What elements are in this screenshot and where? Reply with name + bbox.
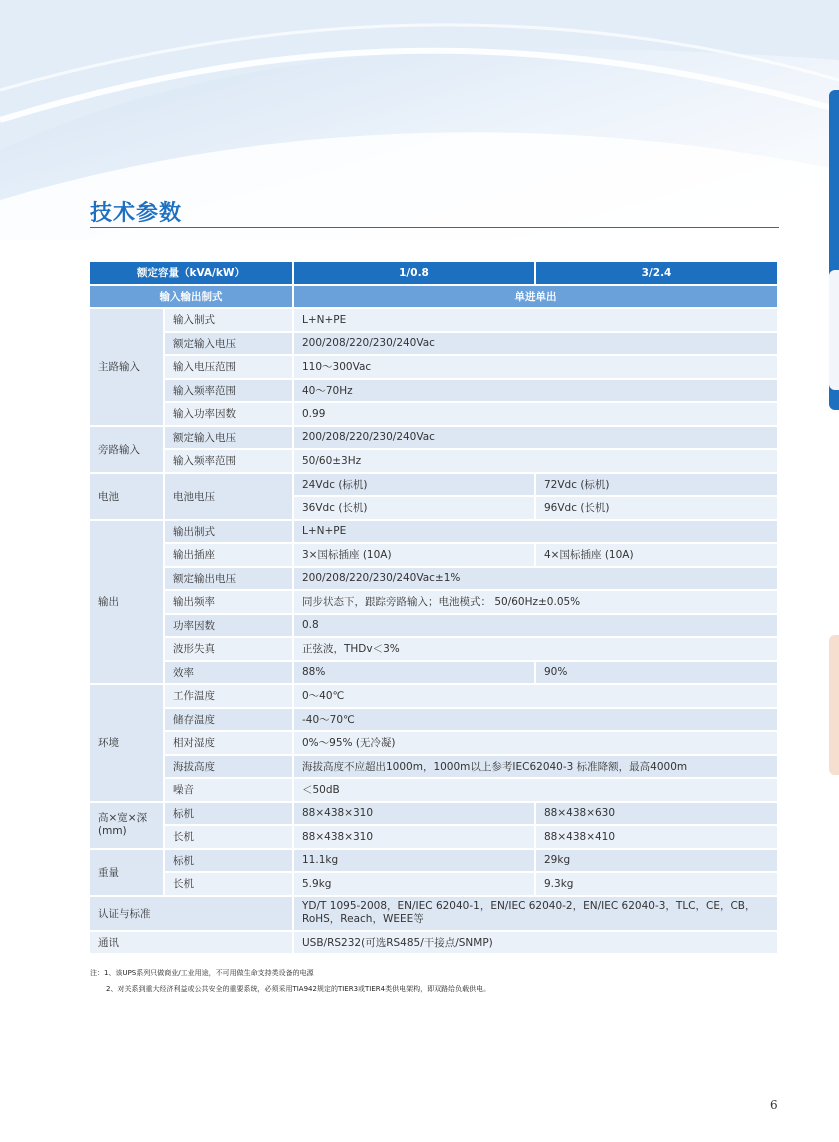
dimensions-unit: (mm) <box>98 825 127 837</box>
row-label: 电池电压 <box>165 474 294 521</box>
table-row <box>90 403 779 427</box>
table-row <box>90 615 779 639</box>
certification-label: 认证与标准 <box>90 897 294 932</box>
row-value: L+N+PE <box>294 521 779 545</box>
row-value: 40～70Hz <box>294 380 779 404</box>
footnote-1: 注：1、该UPS系列只做商业/工业用途，不可用做生命支持类设备的电源 <box>90 969 314 977</box>
model-2-header: 3/2.4 <box>536 262 779 286</box>
group-dimensions <box>90 803 165 850</box>
certification-line-1: YD/T 1095-2008，EN/IEC 62040-1，EN/IEC 62040-2，EN/IEC 62040-3，TLC，CE，CB， <box>302 900 756 912</box>
row-value-model-1: 36Vdc (长机) <box>294 497 536 521</box>
row-value: 海拔高度不应超出1000m，1000m以上参考IEC62040-3 标准降额，最高4000m <box>294 756 779 780</box>
row-value-model-2: 96Vdc (长机) <box>536 497 779 521</box>
row-label: 输入制式 <box>165 309 294 333</box>
table-row <box>90 568 779 592</box>
row-value: 正弦波，THDv＜3% <box>294 638 779 662</box>
table-row <box>90 897 779 932</box>
row-label: 额定输出电压 <box>165 568 294 592</box>
spec-table <box>90 262 779 955</box>
row-value: 0.8 <box>294 615 779 639</box>
row-label: 输入电压范围 <box>165 356 294 380</box>
group-weight: 重量 <box>90 850 165 897</box>
table-row <box>90 873 779 897</box>
capacity-label: 额定容量（kVA/kW） <box>90 262 294 286</box>
row-value: 200/208/220/230/240Vac <box>294 427 779 451</box>
table-subheader-row <box>90 286 779 310</box>
row-value: 0%～95% (无冷凝) <box>294 732 779 756</box>
page-title: 技术参数 <box>90 201 183 226</box>
title-rule <box>90 227 779 228</box>
side-tab-orange <box>829 635 839 775</box>
row-label: 输出频率 <box>165 591 294 615</box>
row-label: 输出制式 <box>165 521 294 545</box>
row-value: 0.99 <box>294 403 779 427</box>
row-label: 相对湿度 <box>165 732 294 756</box>
table-row <box>90 638 779 662</box>
table-row <box>90 732 779 756</box>
io-type-value: 单进单出 <box>294 286 779 310</box>
table-row <box>90 709 779 733</box>
table-row <box>90 685 779 709</box>
table-row <box>90 333 779 357</box>
table-row <box>90 662 779 686</box>
row-value: 200/208/220/230/240Vac±1% <box>294 568 779 592</box>
table-row <box>90 380 779 404</box>
certification-line-2: RoHS，Reach，WEEE等 <box>302 913 424 925</box>
row-label: 工作温度 <box>165 685 294 709</box>
row-value-model-2: 88×438×410 <box>536 826 779 850</box>
row-label: 储存温度 <box>165 709 294 733</box>
row-label: 输出插座 <box>165 544 294 568</box>
row-label: 输入功率因数 <box>165 403 294 427</box>
table-row <box>90 474 779 498</box>
row-value-model-2: 90% <box>536 662 779 686</box>
row-value: ＜50dB <box>294 779 779 803</box>
footnote-2: 2、对关系到重大经济利益或公共安全的重要系统，必须采用TIA942规定的TIER3或TIER4类供电架构，即双路给负载供电。 <box>106 985 491 993</box>
footnotes <box>90 965 490 997</box>
table-row <box>90 803 779 827</box>
row-value: 110～300Vac <box>294 356 779 380</box>
table-row <box>90 932 779 956</box>
communication-value: USB/RS232(可选RS485/干接点/SNMP) <box>294 932 779 956</box>
row-label: 标机 <box>165 850 294 874</box>
dimensions-label: 高×宽×深 <box>98 812 148 824</box>
row-label: 效率 <box>165 662 294 686</box>
row-value-model-1: 3×国标插座 (10A) <box>294 544 536 568</box>
model-1-header: 1/0.8 <box>294 262 536 286</box>
row-label: 额定输入电压 <box>165 427 294 451</box>
row-label: 海拔高度 <box>165 756 294 780</box>
table-row <box>90 591 779 615</box>
group-battery: 电池 <box>90 474 165 521</box>
communication-label: 通讯 <box>90 932 294 956</box>
io-type-label: 输入输出制式 <box>90 286 294 310</box>
row-value-model-2: 4×国标插座 (10A) <box>536 544 779 568</box>
row-value-model-1: 24Vdc (标机) <box>294 474 536 498</box>
page-number: 6 <box>770 1098 778 1112</box>
row-value-model-1: 11.1kg <box>294 850 536 874</box>
row-label: 长机 <box>165 873 294 897</box>
row-value-model-2: 9.3kg <box>536 873 779 897</box>
row-label: 输入频率范围 <box>165 450 294 474</box>
row-label: 波形失真 <box>165 638 294 662</box>
group-bypass-input: 旁路输入 <box>90 427 165 474</box>
group-environment: 环境 <box>90 685 165 803</box>
row-value-model-1: 88% <box>294 662 536 686</box>
row-value-model-1: 88×438×310 <box>294 803 536 827</box>
row-value-model-2: 72Vdc (标机) <box>536 474 779 498</box>
row-value: 50/60±3Hz <box>294 450 779 474</box>
row-label: 额定输入电压 <box>165 333 294 357</box>
certification-value <box>294 897 779 932</box>
row-value: 0～40℃ <box>294 685 779 709</box>
table-row <box>90 450 779 474</box>
row-value: 同步状态下，跟踪旁路输入；电池模式： 50/60Hz±0.05% <box>294 591 779 615</box>
table-row <box>90 779 779 803</box>
row-value: -40～70℃ <box>294 709 779 733</box>
table-row <box>90 544 779 568</box>
table-row <box>90 756 779 780</box>
table-row <box>90 309 779 333</box>
group-main-input: 主路输入 <box>90 309 165 427</box>
row-value-model-1: 5.9kg <box>294 873 536 897</box>
table-row <box>90 521 779 545</box>
row-value: 200/208/220/230/240Vac <box>294 333 779 357</box>
row-label: 输入频率范围 <box>165 380 294 404</box>
table-row <box>90 826 779 850</box>
row-value-model-2: 29kg <box>536 850 779 874</box>
table-row <box>90 427 779 451</box>
row-label: 标机 <box>165 803 294 827</box>
row-value-model-1: 88×438×310 <box>294 826 536 850</box>
side-tab-white <box>829 270 839 390</box>
row-label: 长机 <box>165 826 294 850</box>
row-label: 噪音 <box>165 779 294 803</box>
table-row <box>90 850 779 874</box>
row-value: L+N+PE <box>294 309 779 333</box>
table-header-row <box>90 262 779 286</box>
group-output: 输出 <box>90 521 165 686</box>
row-label: 功率因数 <box>165 615 294 639</box>
table-row <box>90 356 779 380</box>
row-value-model-2: 88×438×630 <box>536 803 779 827</box>
